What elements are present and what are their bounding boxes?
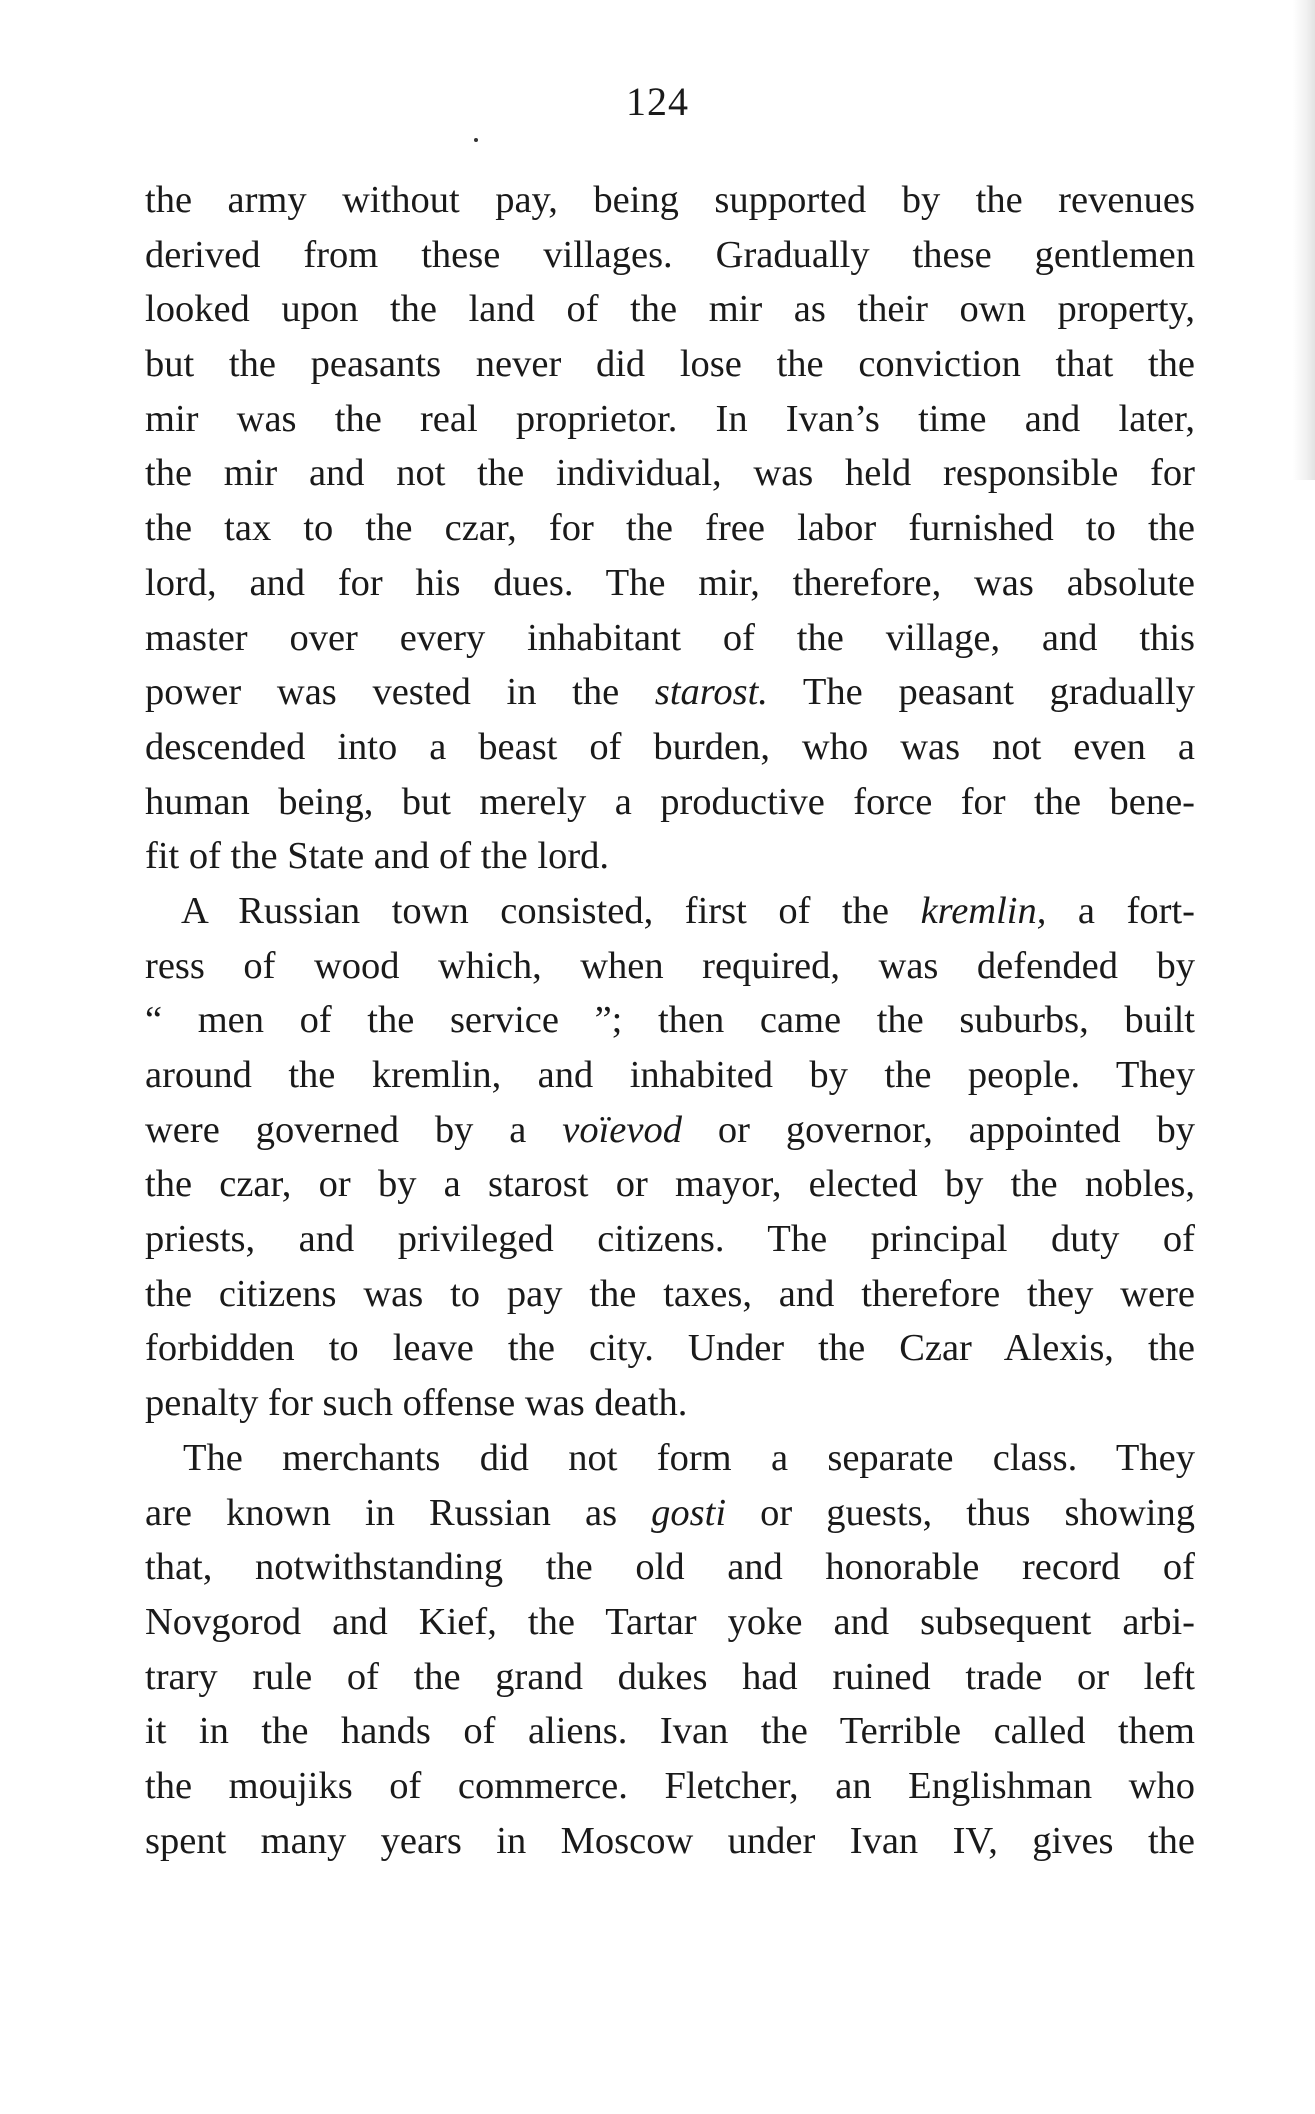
paragraph [145,1431,1195,1869]
text-line: priests, and privileged citizens. The principal duty of [145,1218,1195,1261]
text-line: were governed by a voïevod or governor, appointed by [145,1108,1195,1151]
text-line: but the peasants never did lose the conviction that the [145,343,1195,386]
text-line: A Russian town consisted, first of the kremlin, a fort- [181,889,1195,932]
text-line: lord, and for his dues. The mir, therefore, was absolute [145,561,1195,604]
paragraph [145,173,1195,884]
text-line: the mir and not the individual, was held responsible for [145,452,1195,495]
italic-term: starost. [654,671,768,714]
text-line: around the kremlin, and inhabited by the people. They [145,1054,1195,1096]
paragraph [145,884,1195,1431]
print-speck [474,138,478,142]
text-line: spent many years in Moscow under Ivan IV, gives the [145,1819,1195,1862]
text-line: the tax to the czar, for the free labor furnished to the [145,507,1195,550]
text-line: looked upon the land of the mir as their own property, [145,288,1195,331]
text-line: that, notwithstanding the old and honorable record of [145,1546,1195,1589]
italic-term: voïevod [562,1108,682,1151]
text-line: human being, but merely a productive force for the bene- [145,780,1195,823]
text-line: the moujiks of commerce. Fletcher, an Englishman who [145,1764,1195,1807]
text-line: trary rule of the grand dukes had ruined trade or left [145,1655,1195,1698]
body-text [145,173,1195,1868]
text-line: are known in Russian as gosti or guests, thus showing [145,1491,1196,1534]
page-number: 124 [626,79,689,124]
text-line: mir was the real proprietor. In Ivan’s time and later, [145,397,1195,440]
text-line: Novgorod and Kief, the Tartar yoke and subsequent arbi- [145,1600,1195,1643]
text-line: The merchants did not form a separate class. They [183,1436,1195,1479]
text-line: it in the hands of aliens. Ivan the Terrible called them [145,1710,1195,1753]
text-line: forbidden to leave the city. Under the Czar Alexis, the [145,1327,1195,1370]
text-line: the citizens was to pay the taxes, and therefore they were [145,1272,1195,1315]
text-line: the czar, or by a starost or mayor, elected by the nobles, [145,1163,1195,1206]
text-line: derived from these villages. Gradually these gentlemen [145,233,1195,276]
text-line: ress of wood which, when required, was defended by [145,944,1195,987]
text-line: power was vested in the starost. The peasant gradually [145,671,1195,714]
scan-edge-mark [1293,0,1315,480]
text-line: the army without pay, being supported by the revenues [145,179,1195,221]
text-line: master over every inhabitant of the village, and this [145,616,1195,659]
text-line: “ men of the service ”; then came the suburbs, built [145,999,1195,1042]
text-line: fit of the State and of the lord. [145,835,610,878]
italic-term: kremlin, [920,889,1047,932]
text-line: descended into a beast of burden, who was not even a [145,725,1195,768]
italic-term: gosti [651,1491,727,1534]
text-line: penalty for such offense was death. [145,1382,688,1425]
